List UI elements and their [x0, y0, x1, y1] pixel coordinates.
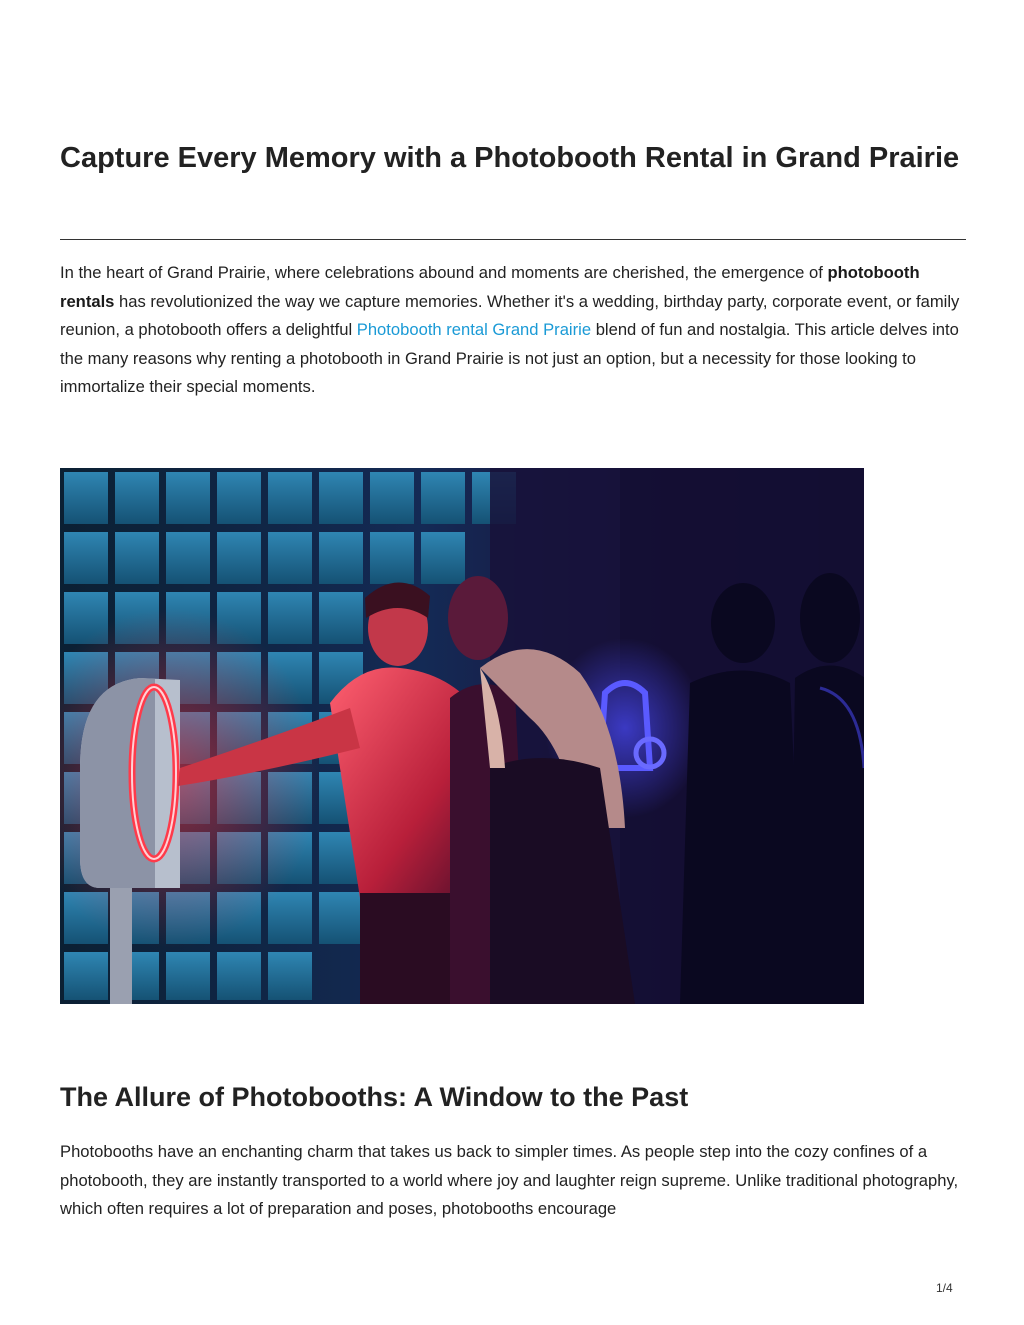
photobooth-rental-link[interactable]: Photobooth rental Grand Prairie	[356, 320, 592, 339]
page-number: 1/4	[936, 1281, 953, 1295]
section-paragraph: Photobooths have an enchanting charm that takes us back to simpler times. As people step into the cozy confines of a photobooth, they are instantly transported to a world where joy and laughter reign supreme. Unlike traditional photography, which often requires a lot of preparation and poses, photobooths encourage	[60, 1142, 959, 1218]
intro-bold-phrase: photobooth rentals	[60, 263, 920, 311]
intro-text-3: blend of fun and nostalgia. This article delves into the many reasons why renting a photobooth in Grand Prairie is not just an option, but a necessity for those looking to immortalize their special moments.	[60, 320, 959, 396]
intro-paragraph	[60, 259, 960, 402]
article-title: Capture Every Memory with a Photobooth Rental in Grand Prairie	[60, 142, 960, 174]
intro-text-1: In the heart of Grand Prairie, where celebrations abound and moments are cherished, the emergence of	[60, 263, 828, 282]
section-heading: The Allure of Photobooths: A Window to the Past	[60, 1082, 689, 1112]
photobooth-event-photo	[60, 468, 864, 1004]
intro-text-2: has revolutionized the way we capture memories. Whether it's a wedding, birthday party, corporate event, or family reunion, a photobooth offers a delightful	[60, 291, 960, 339]
title-divider	[60, 239, 966, 240]
